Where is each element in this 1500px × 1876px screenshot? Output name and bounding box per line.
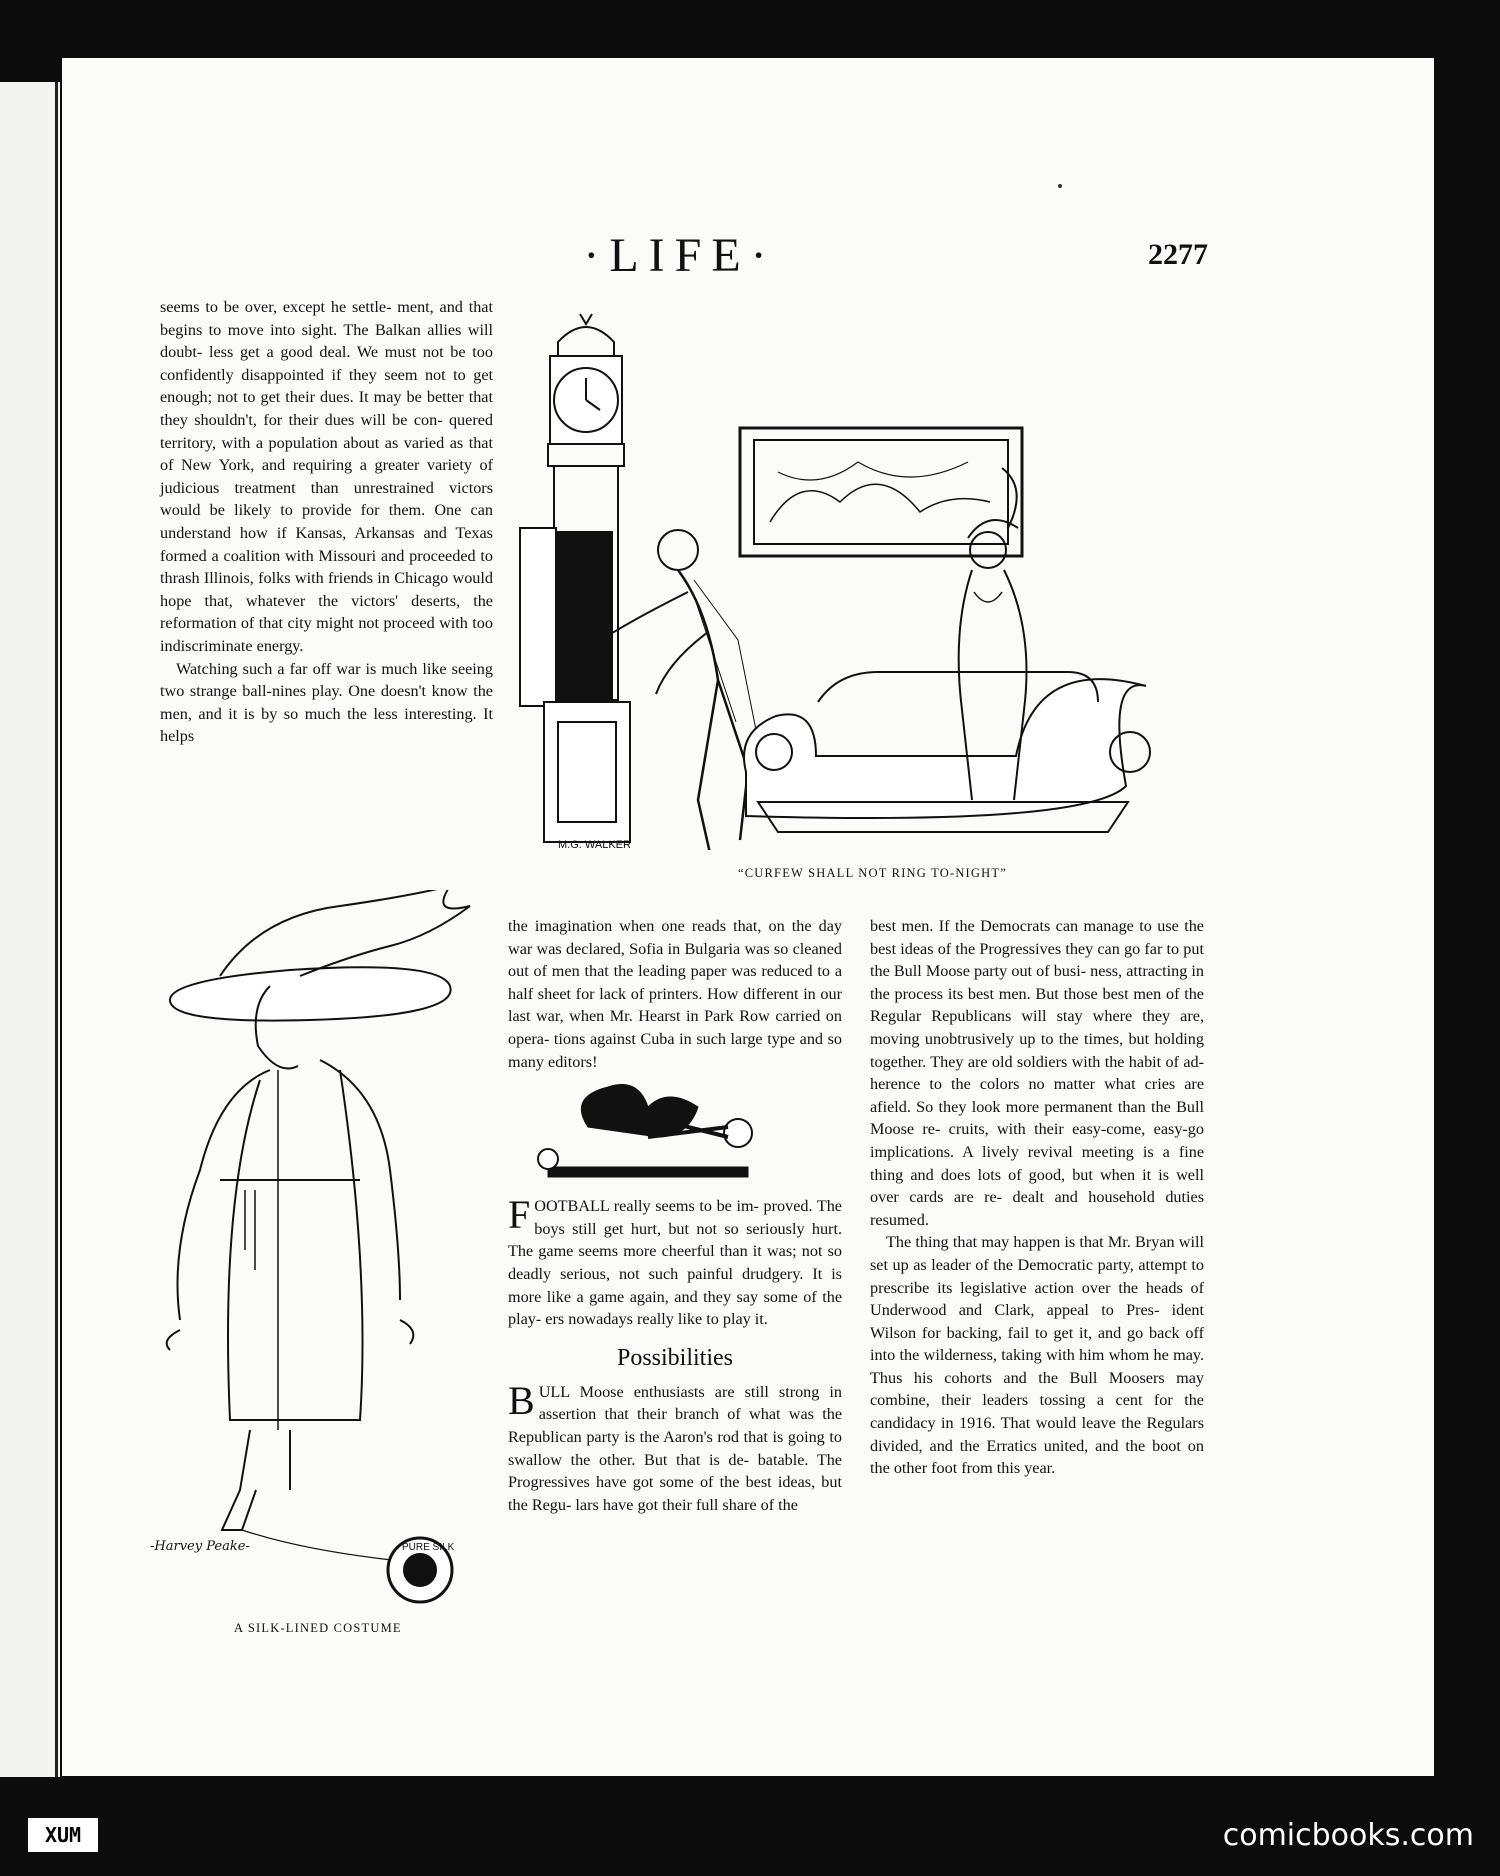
bull-moose-paragraph bbox=[508, 1377, 842, 1517]
spool-label: PURE SILK bbox=[402, 1542, 455, 1553]
masthead: ·LIFE· bbox=[583, 229, 777, 282]
paragraph: seems to be over, except he settle- ment, and that begins to move into sight. The Balkan allies will doubt- less get a good deal. We must not be too confidently disappointed if they seem not to get enough; not to get their dues. It may be better that they shouldn't, for their dues will be con- quered territory, with a population about as varied as that of New York, and requiring a greater variety of judicious treatment than unrestrained victors would be likely to provide for them. One can understand how if Kansas, Arkansas and Texas formed a coalition with Missouri and proceeded to thrash Illinois, folks with friends in Chicago would hope that, whatever the victors' deserts, the reformation of that city might not proceed with too indiscriminate energy. bbox=[160, 298, 493, 655]
column-3 bbox=[870, 915, 1204, 1480]
silk-caption: A SILK-LINED COSTUME bbox=[234, 1621, 402, 1635]
scan-speck bbox=[1058, 184, 1062, 188]
curfew-caption: “CURFEW SHALL NOT RING TO-NIGHT” bbox=[738, 866, 1007, 880]
page-number: 2277 bbox=[1148, 238, 1208, 271]
football-text: OOTBALL really seems to be im- proved. The boys still get hurt, but not so seriously hurt. The game seems more cheerful than it was; not so deadly serious, not such painful drudgery. It is more like a game again, and they say some of the play- ers nowadays really like to play it. bbox=[508, 1197, 842, 1329]
paragraph: Watching such a far off war is much like seeing two strange ball-nines play. One doesn't know the men, and it is by so much the less interesting. It helps bbox=[160, 659, 493, 746]
football-drop-cap: F bbox=[508, 1192, 531, 1238]
left-page-edge bbox=[0, 82, 60, 1777]
curfew-signature: M.G. WALKER bbox=[558, 839, 631, 850]
silk-signature: -Harvey Peake- bbox=[150, 1539, 250, 1554]
football-vignette bbox=[508, 1077, 842, 1193]
bull-moose-text: ULL Moose enthusiasts are still strong in assertion that their branch of what was the Republican party is the Aaron's rod that is going to swallow the other. But that is de- batable. The Progressives have got some of the best ideas, but the Regu- lars have got their full share of the bbox=[508, 1382, 842, 1514]
column-1 bbox=[160, 296, 493, 748]
scan-tag: XUM bbox=[28, 1818, 98, 1852]
paragraph: best men. If the Democrats can manage to use the best ideas of the Progressives they can go far to put the Bull Moose party out of busi- ness, attracting in the process its best men. But those best men of the Regular Republicans will stay where they are, moving unobtrusively up to the times, but holding together. They are old soldiers with the habit of ad- herence to the colors no matter what cries are afield. So they look more permanent than the Bull Moose re- cruits, with their easy-come, easy-go implications. A lively revival meeting is a fine thing and does lots of good, but when it is well over cards are re- dealt and household duties resumed. bbox=[870, 917, 1204, 1229]
silk-costume-illustration bbox=[150, 890, 490, 1610]
column-2 bbox=[508, 915, 842, 1516]
curfew-illustration bbox=[518, 302, 1198, 850]
paragraph: the imagination when one reads that, on the day war was declared, Sofia in Bulgaria was so cleaned out of men that the leading paper was reduced to a half sheet for lack of printers. How different in our last war, when Mr. Hearst in Park Row carried on opera- tions against Cuba in such large type and so many editors! bbox=[508, 917, 842, 1071]
section-heading: Possibilities bbox=[616, 1344, 734, 1371]
paragraph: The thing that may happen is that Mr. Bryan will set up as leader of the Democratic party, attempt to prescribe its legislative action over the heads of Underwood and Clark, appeal to Pres- ident Wilson for backing, fail to get it, and go back off into the wilderness, taking with him whom he may. Thus his cohorts and the Bull Moosers may combine, their leaders tossing a cent for the candidacy in 1916. That would leave the Regulars divided, and the Erratics united, and the boot on the other foot from this year. bbox=[870, 1233, 1204, 1478]
source-watermark: comicbooks.com bbox=[1222, 1818, 1474, 1853]
bull-drop-cap: B bbox=[508, 1377, 535, 1423]
football-paragraph bbox=[508, 1192, 842, 1331]
